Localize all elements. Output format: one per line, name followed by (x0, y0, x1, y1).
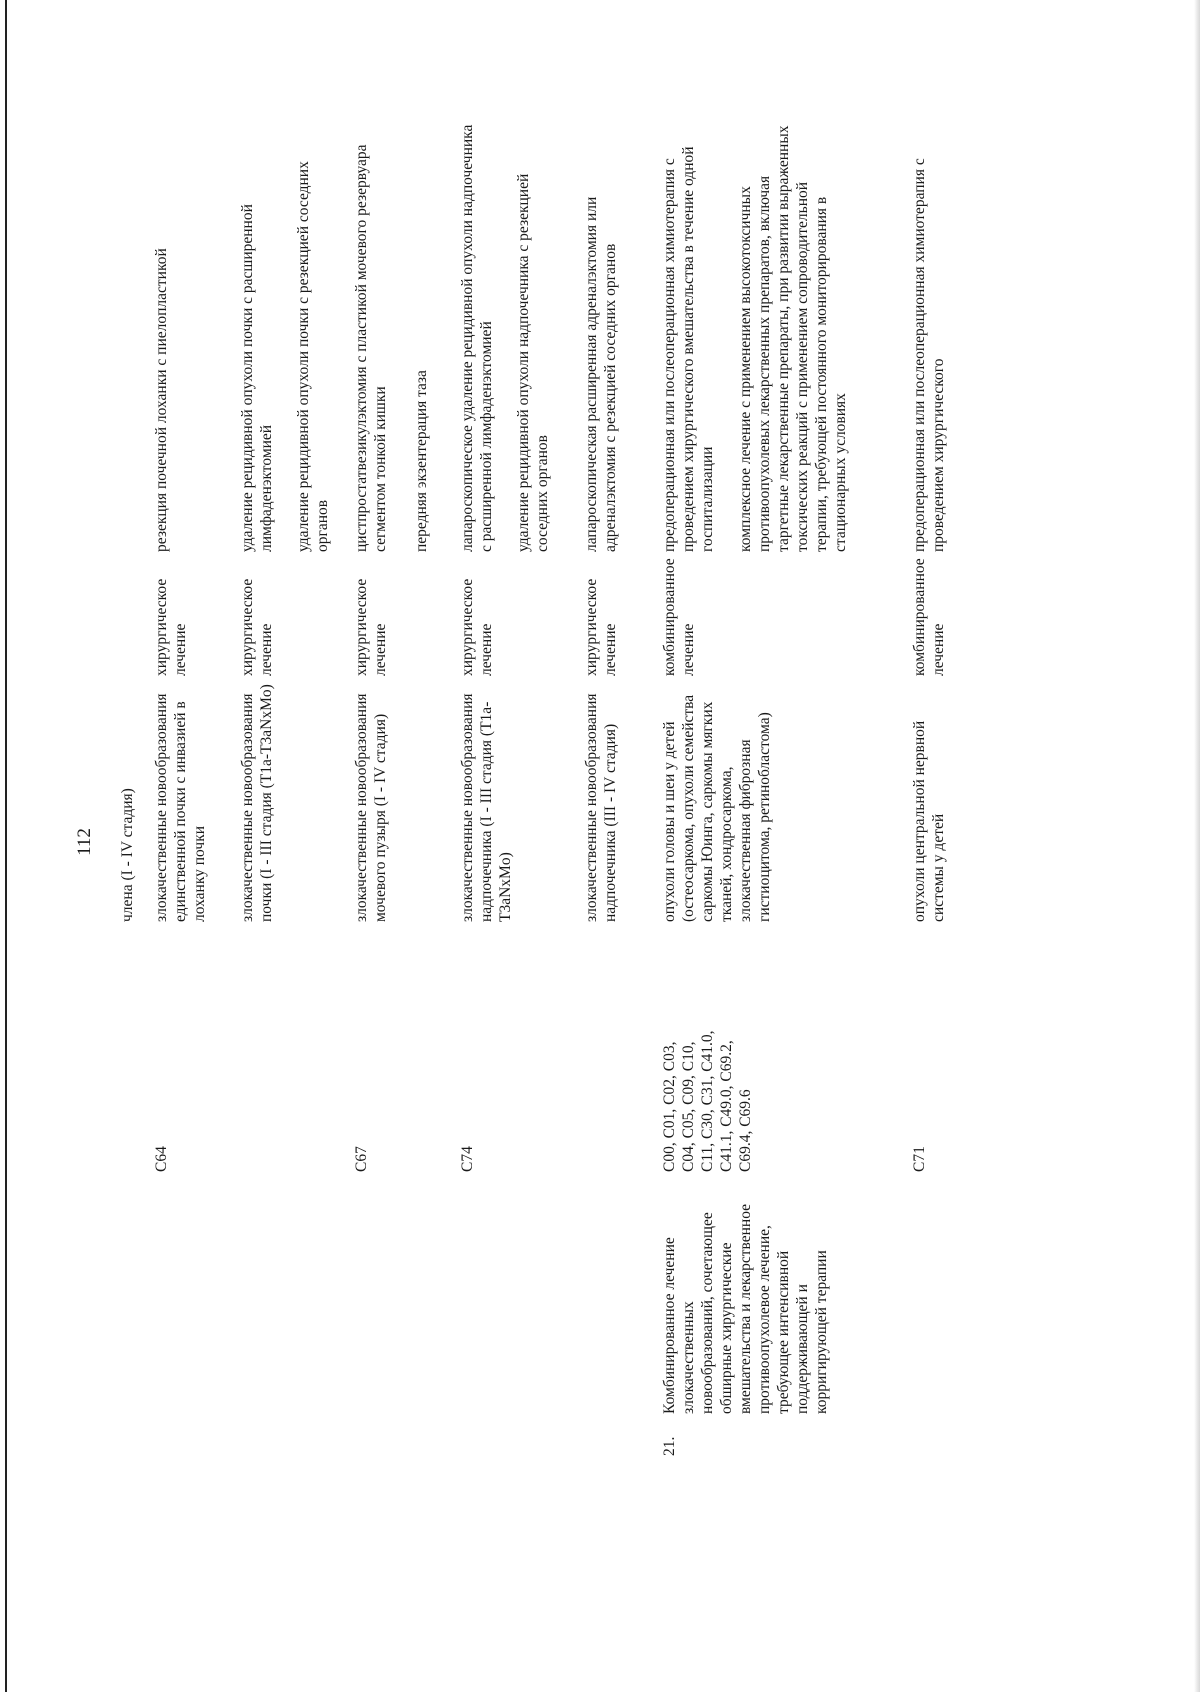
row-number: 21. (661, 1436, 678, 1456)
treatment-method: предоперационная или послеоперационная химиотерапия с проведением хирургического (911, 158, 947, 552)
diagnosis-text: члена (I - IV стадия) (119, 788, 136, 922)
treatment-method: удаление рецидивной опухоли надпочечника с резекцией соседних органов (515, 173, 551, 552)
treatment-method: удаление рецидивной опухоли почки с расширенной лимфаденэктомией (239, 204, 275, 552)
diagnosis-text: злокачественные новообразования почки (I - III стадия (T1a-T3aNxMo) (239, 684, 275, 922)
diagnosis-text: опухоли головы и шеи у детей (остеосаркома, опухоли семейства саркомы Юинга, саркомы мягких тканей, хондросаркома, злокачественная фиброзная гистиоцитома, ретинобластома) (661, 694, 773, 922)
treatment-type: комбинированное лечение (911, 558, 947, 676)
treatment-type: хирургическое лечение (583, 578, 619, 676)
icd-code: C67 (353, 1146, 370, 1172)
scan-shadow (1194, 0, 1200, 1692)
treatment-type: комбинированное лечение (661, 558, 697, 676)
treatment-type: хирургическое лечение (459, 578, 495, 676)
treatment-method: комплексное лечение с применением высокотоксичных противоопухолевых лекарственных препаратов, включая таргетные лекарственные препараты, при развитии выраженных токсических реакций с применением сопроводительной терапии, требующей постоянного мониторирования в стационарных условиях (737, 125, 849, 552)
treatment-method: передняя экзентерация таза (413, 370, 430, 552)
treatment-method: резекция почечной лоханки с пиелопластикой (153, 248, 170, 552)
page-edge-line (5, 0, 7, 1692)
diagnosis-text: злокачественные новообразования надпочечника (I - III стадия (T1a-T3aNxMo) (459, 693, 514, 922)
treatment-type: хирургическое лечение (153, 578, 189, 676)
page-number: 112 (74, 828, 95, 856)
treatment-method: лапароскопическое удаление рецидивной опухоли надпочечника с расширенной лимфаденэктомией (459, 124, 495, 552)
treatment-method: лапароскопическая расширенная адреналэктомия или адреналэктомия с резекцией соседних органов (583, 196, 619, 552)
diagnosis-text: опухоли центральной нервной системы у детей (911, 720, 947, 922)
treatment-type: хирургическое лечение (353, 578, 389, 676)
treatment-type: хирургическое лечение (239, 578, 275, 676)
treatment-method: удаление рецидивной опухоли почки с резекцией соседних органов (295, 161, 331, 552)
treatment-method: цистпростатвезикулэктомия с пластикой мочевого резервуара сегментом тонкой кишки (353, 144, 389, 552)
icd-code: C64 (153, 1146, 170, 1172)
diagnosis-text: злокачественные новообразования мочевого пузыря (I - IV стадия) (353, 693, 389, 922)
care-type-text: Комбинированное лечение злокачественных новообразований, сочетающее обширные хирургические вмешательства и лекарственное противоопухолевое лечение, требующее интенсивной поддерживающей и корригирующей терапии (661, 1203, 830, 1414)
diagnosis-text: злокачественные новообразования единственной почки с инвазией в лоханку почки (153, 693, 208, 922)
icd-code: C74 (459, 1146, 476, 1172)
treatment-method: предоперационная или послеоперационная химиотерапия с проведением хирургического вмешательства в течение одной госпитализации (661, 146, 716, 552)
icd-code: C71 (911, 1146, 928, 1172)
diagnosis-text: злокачественные новообразования надпочечника (III - IV стадия) (583, 693, 619, 922)
icd-code: C00, C01, C02, C03, C04, C05, C09, C10, C11, C30, C31, C41.0, C41.1, C49.0, C69.2, C69.4, C69.6 (661, 1030, 754, 1172)
